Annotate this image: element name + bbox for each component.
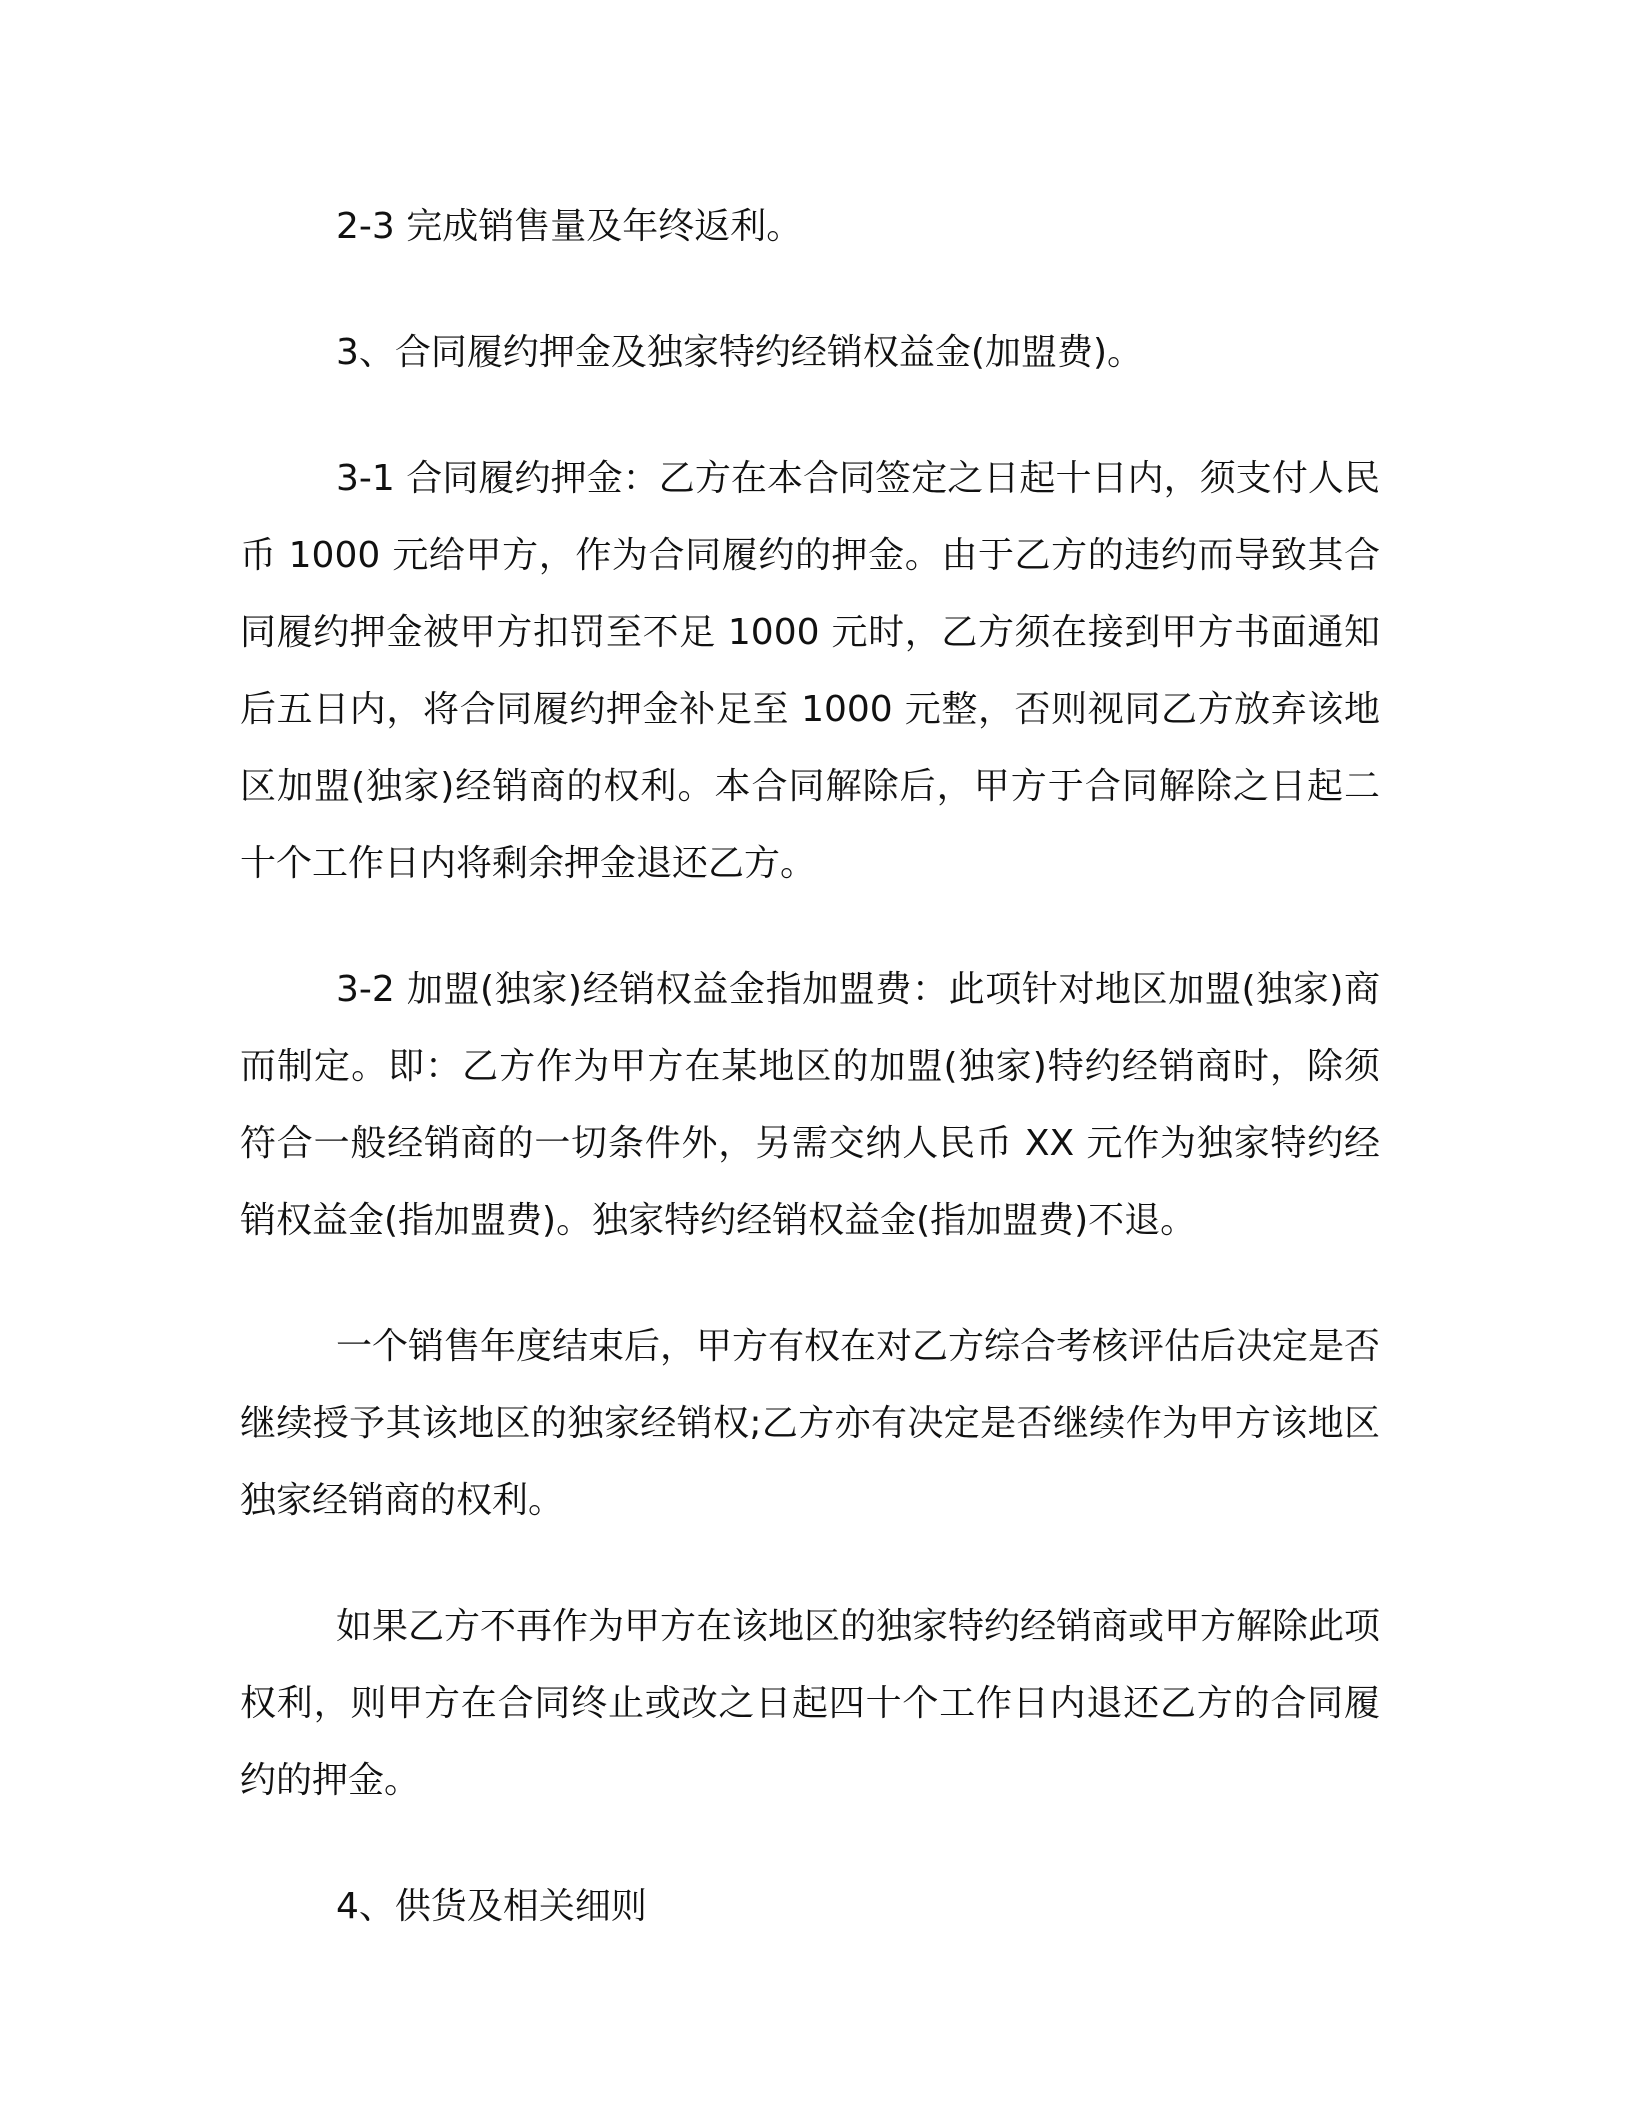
- paragraph-2-3: 2-3 完成销售量及年终返利。: [336, 206, 803, 247]
- paragraph-refund-deposit: 如果乙方不再作为甲方在该地区的独家特约经销商或甲方解除此项权利，则甲方在合同终止或改之日起四十个工作日内退还乙方的合同履约的押金。: [240, 1606, 1381, 1801]
- paragraph-3-2: 3-2 加盟(独家)经销权益金指加盟费：此项针对地区加盟(独家)商而制定。即：乙方作为甲方在某地区的加盟(独家)特约经销商时，除须符合一般经销商的一切条件外，另需交纳人民币 XX 元作为独家特约经销权益金(指加盟费)。独家特约经销权益金(指加盟费)不退。: [240, 969, 1380, 1241]
- paragraph-annual-review: 一个销售年度结束后，甲方有权在对乙方综合考核评估后决定是否继续授予其该地区的独家经销权;乙方亦有决定是否继续作为甲方该地区独家经销商的权利。: [240, 1326, 1381, 1521]
- paragraph-section-3-title: 3、合同履约押金及独家特约经销权益金(加盟费)。: [336, 332, 1143, 373]
- paragraph-section-4-title: 4、供货及相关细则: [336, 1886, 647, 1927]
- document-body: [240, 188, 1380, 1945]
- paragraph-3-1: 3-1 合同履约押金：乙方在本合同签定之日起十日内，须支付人民币 1000 元给甲方，作为合同履约的押金。由于乙方的违约而导致其合同履约押金被甲方扣罚至不足 1000 元时，乙方须在接到甲方书面通知后五日内，将合同履约押金补足至 1000 元整，否则视同乙方放弃该地区加盟(独家)经销商的权利。本合同解除后，甲方于合同解除之日起二十个工作日内将剩余押金退还乙方。: [240, 458, 1380, 884]
